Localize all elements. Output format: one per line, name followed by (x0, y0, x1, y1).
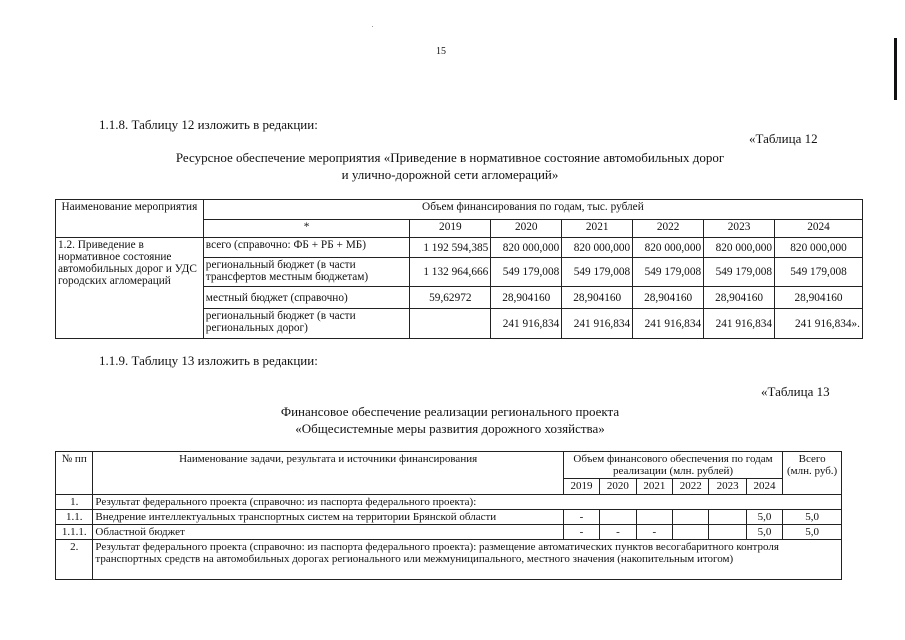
table-12-name-header: Наименование мероприятия (56, 200, 204, 238)
table-13 (55, 451, 842, 580)
table-12-year-2023: 2023 (704, 220, 775, 238)
table-13-cell (600, 510, 636, 525)
table-12 (55, 199, 863, 339)
table-13-year-2023: 2023 (709, 479, 746, 495)
table-12-cell: 820 000,000 (633, 238, 704, 258)
table-13-row-text: Областной бюджет (93, 525, 563, 540)
table-12-cell: 1 132 964,666 (410, 258, 491, 287)
table-13-row-text: Результат федерального проекта (справочно: из паспорта федерального проекта): (93, 495, 842, 510)
table-12-cell: 820 000,000 (562, 238, 633, 258)
table-12-row-label: региональный бюджет (в части региональных дорог) (203, 309, 410, 339)
table-13-cell (709, 525, 746, 540)
table-13-cell (709, 510, 746, 525)
table-13-row-num: 1.1.1. (56, 525, 93, 540)
table-13-cell: - (563, 510, 599, 525)
table-13-cell: - (600, 525, 636, 540)
table-12-cell: 241 916,834 (633, 309, 704, 339)
table-13-title-line2: «Общесистемные меры развития дорожного хозяйства» (295, 421, 605, 436)
table-13-year-2019: 2019 (563, 479, 599, 495)
table-13-row-num: 2. (56, 540, 93, 580)
table-13-cell (636, 510, 672, 525)
table-12-cell: 59,62972 (410, 287, 491, 309)
table-12-year-2020: 2020 (491, 220, 562, 238)
table-12-cell: 241 916,834 (491, 309, 562, 339)
table-12-cell: 241 916,834». (775, 309, 863, 339)
table-12-title (60, 149, 840, 183)
table-13-year-2021: 2021 (636, 479, 672, 495)
table-13-year-2024: 2024 (746, 479, 782, 495)
table-13-num-header: № пп (56, 452, 93, 495)
table-12-title-line2: и улично-дорожной сети агломераций» (341, 167, 559, 182)
table-12-cell: 549 179,008 (491, 258, 562, 287)
section-heading-1-1-8: 1.1.8. Таблицу 12 изложить в редакции: (99, 117, 318, 132)
table-12-cell: 549 179,008 (775, 258, 863, 287)
table-13-row-num: 1. (56, 495, 93, 510)
table-12-cell: 549 179,008 (562, 258, 633, 287)
table-12-star: * (203, 220, 410, 238)
table-12-cell: 1 192 594,385 (410, 238, 491, 258)
table-12-cell: 241 916,834 (704, 309, 775, 339)
table-13-cell (673, 510, 709, 525)
table-13-cell: - (563, 525, 599, 540)
table-13-cell: - (636, 525, 672, 540)
table-12-year-2019: 2019 (410, 220, 491, 238)
scan-speck (372, 26, 373, 27)
table-12-title-line1: Ресурсное обеспечение мероприятия «Приведение в нормативное состояние автомобильных дорог (175, 150, 725, 165)
table-13-label: «Таблица 13 (761, 384, 830, 399)
table-12-cell: 820 000,000 (775, 238, 863, 258)
section-heading-1-1-9: 1.1.9. Таблицу 13 изложить в редакции: (99, 353, 318, 368)
page-number: 15 (436, 46, 446, 57)
table-12-cell: 28,904160 (704, 287, 775, 309)
table-12-cell: 241 916,834 (562, 309, 633, 339)
table-12-cell: 820 000,000 (704, 238, 775, 258)
table-13-volume-header: Объем финансового обеспечения по годам реализации (млн. рублей) (563, 452, 782, 479)
table-12-volume-header: Объем финансирования по годам, тыс. рублей (203, 200, 862, 220)
table-13-cell: 5,0 (746, 525, 782, 540)
table-12-measure-name: 1.2. Приведение в нормативное состояние автомобильных дорог и УДС городских агломераций (56, 238, 204, 339)
table-12-cell: 549 179,008 (704, 258, 775, 287)
table-12-cell: 28,904160 (491, 287, 562, 309)
table-13-title-line1: Финансовое обеспечение реализации регионального проекта (280, 404, 620, 419)
table-13-total: 5,0 (783, 510, 842, 525)
table-12-year-2022: 2022 (633, 220, 704, 238)
table-12-row-label: всего (справочно: ФБ + РБ + МБ) (203, 238, 410, 258)
table-13-year-2020: 2020 (600, 479, 636, 495)
table-12-cell: 28,904160 (562, 287, 633, 309)
table-12-label: «Таблица 12 (749, 131, 818, 146)
table-13-row-num: 1.1. (56, 510, 93, 525)
table-12-cell: 549 179,008 (633, 258, 704, 287)
table-13-year-2022: 2022 (673, 479, 709, 495)
table-13-cell (673, 525, 709, 540)
table-13-row-text: Результат федерального проекта (справочно: из паспорта федерального проекта): размещение автоматических пунктов весогабаритного контроля транспортных средств на автомобильных дорогах регионального или межмуниципального, местного значения (накопительным итогом) (93, 540, 842, 580)
table-13-title (60, 403, 840, 437)
table-12-row-label: местный бюджет (справочно) (203, 287, 410, 309)
table-12-year-2021: 2021 (562, 220, 633, 238)
table-12-year-2024: 2024 (775, 220, 863, 238)
table-12-cell: 820 000,000 (491, 238, 562, 258)
table-12-cell (410, 309, 491, 339)
table-12-row-label: региональный бюджет (в части трансфертов местным бюджетам) (203, 258, 410, 287)
table-12-cell: 28,904160 (775, 287, 863, 309)
table-13-total-header: Всего (млн. руб.) (783, 452, 842, 495)
table-13-row-text: Внедрение интеллектуальных транспортных систем на территории Брянской области (93, 510, 563, 525)
table-12-cell: 28,904160 (633, 287, 704, 309)
table-13-cell: 5,0 (746, 510, 782, 525)
table-13-total: 5,0 (783, 525, 842, 540)
table-13-name-header: Наименование задачи, результата и источники финансирования (93, 452, 563, 495)
scan-edge-mark (894, 38, 897, 100)
